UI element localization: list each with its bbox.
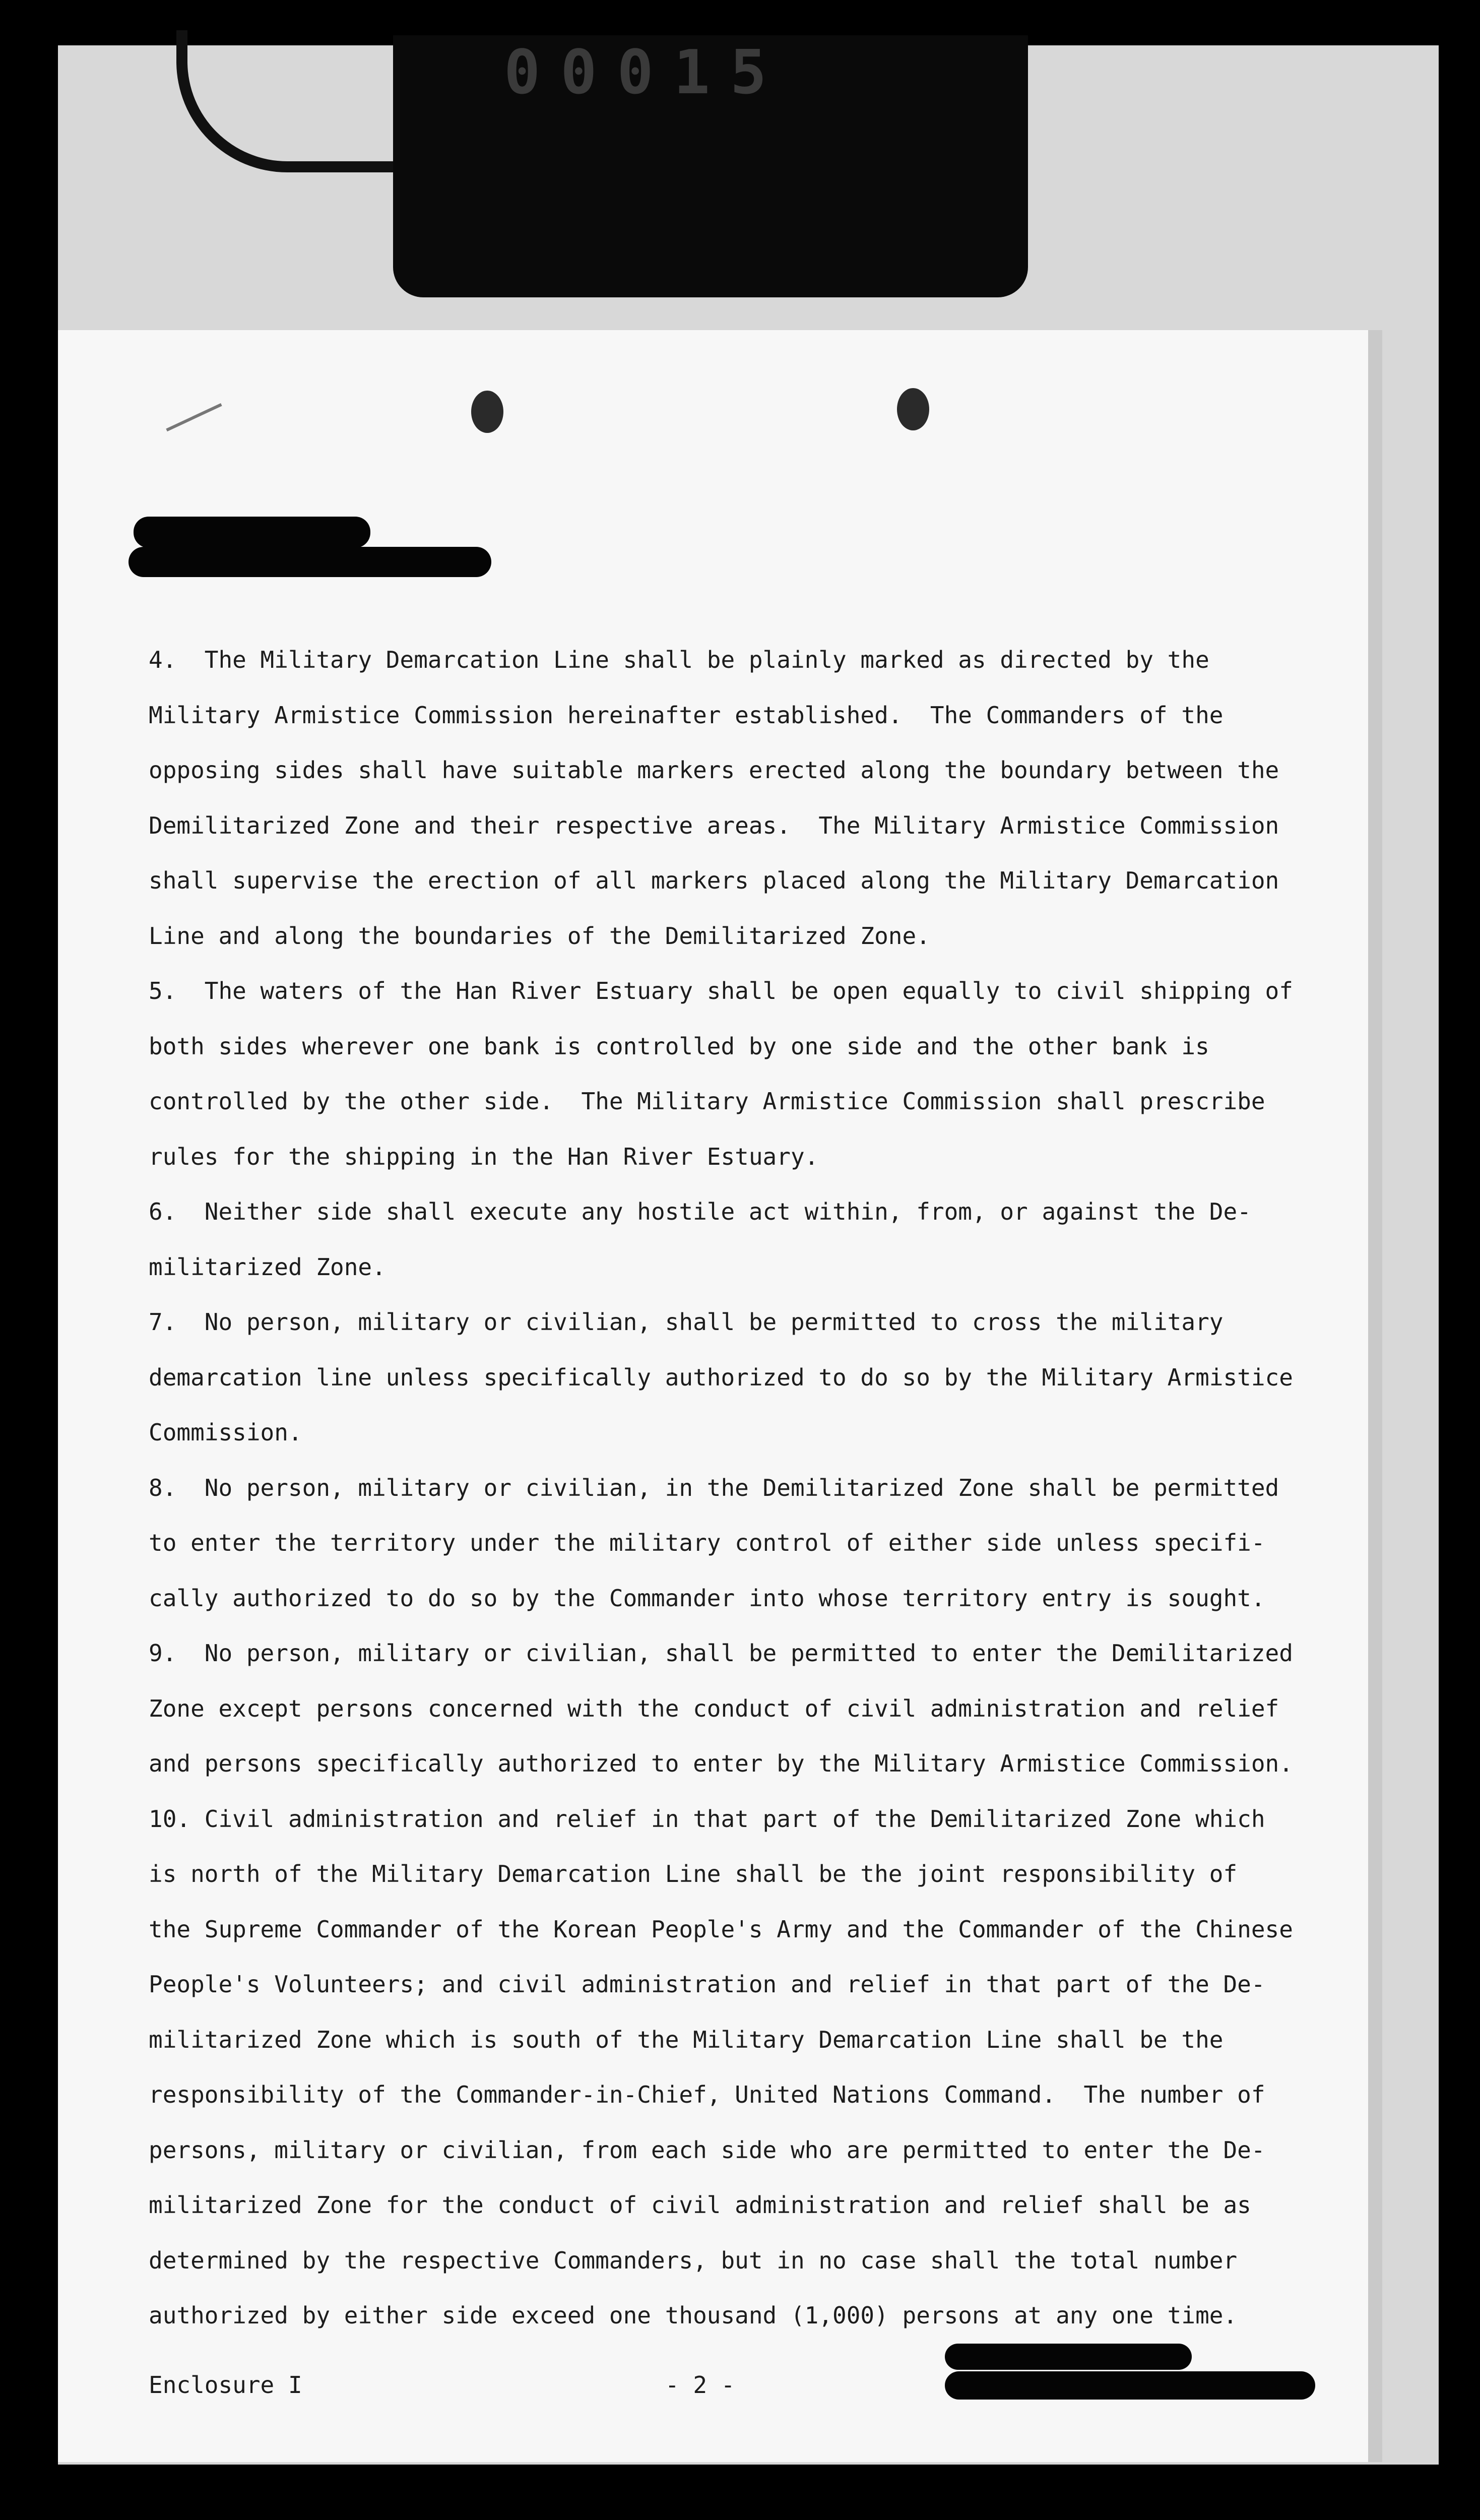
text-line: and persons specifically authorized to enter by the Military Armistice Commission. bbox=[149, 1750, 1293, 1777]
text-line: 10. Civil administration and relief in that part of the Demilitarized Zone which bbox=[149, 1805, 1265, 1833]
text-line: People's Volunteers; and civil administration and relief in that part of the De- bbox=[149, 1971, 1265, 1998]
redaction-bottom-1 bbox=[945, 2344, 1192, 2370]
text-line: shall supervise the erection of all markers placed along the Military Demarcation bbox=[149, 867, 1279, 894]
body-text bbox=[149, 633, 1338, 2329]
redaction-top-1 bbox=[134, 517, 370, 548]
text-line: 5. The waters of the Han River Estuary shall be open equally to civil shipping of bbox=[149, 977, 1293, 1004]
text-line: demarcation line unless specifically authorized to do so by the Military Armistice bbox=[149, 1363, 1293, 1391]
text-line: opposing sides shall have suitable markers erected along the boundary between the bbox=[149, 757, 1279, 784]
punch-hole-left bbox=[471, 391, 503, 433]
text-line: 9. No person, military or civilian, shall be permitted to enter the Demilitarized bbox=[149, 1640, 1293, 1667]
text-line: Military Armistice Commission hereinafter established. The Commanders of the bbox=[149, 701, 1224, 729]
text-line: cally authorized to do so by the Commander into whose territory entry is sought. bbox=[149, 1584, 1265, 1612]
text-line: 6. Neither side shall execute any hostile act within, from, or against the De- bbox=[149, 1198, 1251, 1225]
text-line: Demilitarized Zone and their respective areas. The Military Armistice Commission bbox=[149, 811, 1279, 839]
text-line: authorized by either side exceed one thousand (1,000) persons at any one time. bbox=[149, 2302, 1238, 2329]
text-line: is north of the Military Demarcation Line shall be the joint responsibility of bbox=[149, 1860, 1238, 1887]
clip-stamp-number: 00015 bbox=[504, 38, 787, 108]
text-line: responsibility of the Commander-in-Chief, United Nations Command. The number of bbox=[149, 2081, 1265, 2108]
redaction-bottom-2 bbox=[945, 2371, 1315, 2400]
text-line: militarized Zone which is south of the Military Demarcation Line shall be the bbox=[149, 2026, 1224, 2053]
document-page bbox=[58, 330, 1382, 2462]
enclosure-label: Enclosure I bbox=[149, 2371, 302, 2399]
text-line: Line and along the boundaries of the Demilitarized Zone. bbox=[149, 922, 930, 950]
text-line: 8. No person, military or civilian, in the Demilitarized Zone shall be permitted bbox=[149, 1474, 1279, 1501]
left-dark-edge bbox=[0, 0, 58, 2520]
text-line: both sides wherever one bank is controlled by one side and the other bank is bbox=[149, 1032, 1209, 1060]
text-line: Zone except persons concerned with the conduct of civil administration and relief bbox=[149, 1694, 1279, 1722]
redaction-top-2 bbox=[128, 547, 491, 577]
text-line: Commission. bbox=[149, 1419, 302, 1446]
text-line: militarized Zone for the conduct of civil administration and relief shall be as bbox=[149, 2191, 1251, 2219]
text-line: 7. No person, military or civilian, shall be permitted to cross the military bbox=[149, 1308, 1224, 1336]
text-line: determined by the respective Commanders, but in no case shall the total number bbox=[149, 2246, 1238, 2274]
text-line: controlled by the other side. The Military Armistice Commission shall prescribe bbox=[149, 1088, 1265, 1115]
text-line: persons, military or civilian, from each side who are permitted to enter the De- bbox=[149, 2136, 1265, 2164]
text-line: militarized Zone. bbox=[149, 1253, 386, 1281]
text-line: 4. The Military Demarcation Line shall be plainly marked as directed by the bbox=[149, 646, 1209, 673]
text-line: to enter the territory under the military control of either side unless specifi- bbox=[149, 1529, 1265, 1556]
punch-hole-right bbox=[897, 388, 929, 430]
pencil-mark bbox=[166, 403, 222, 431]
text-line: the Supreme Commander of the Korean People's Army and the Commander of the Chinese bbox=[149, 1915, 1293, 1943]
page-number: - 2 - bbox=[665, 2371, 735, 2399]
text-line: rules for the shipping in the Han River Estuary. bbox=[149, 1143, 819, 1170]
